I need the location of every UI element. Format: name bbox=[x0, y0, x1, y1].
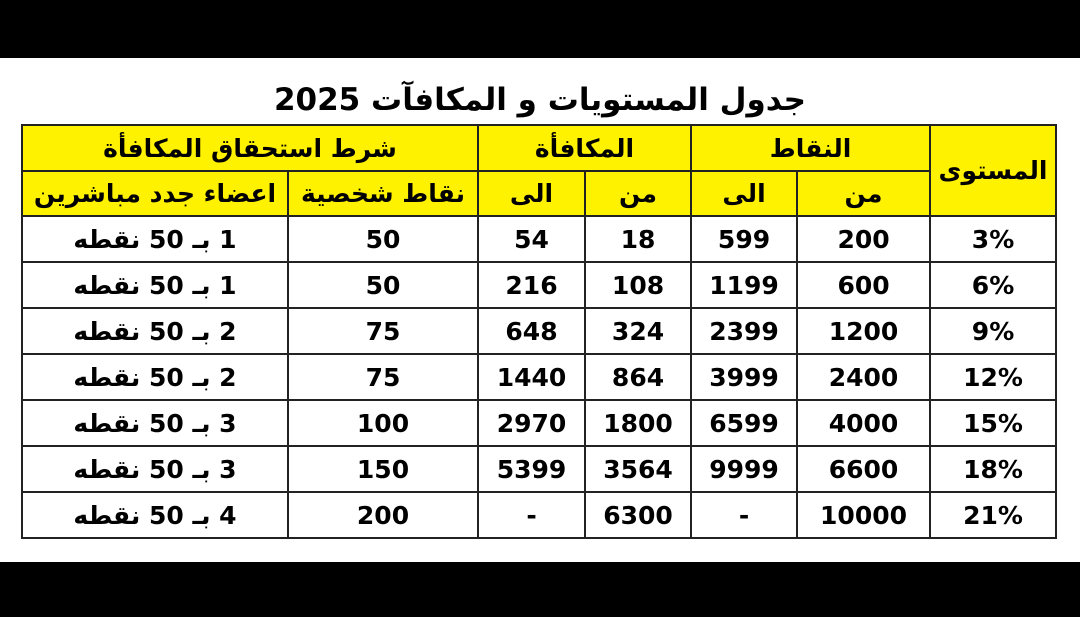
cell-points-from: 1200 bbox=[797, 308, 930, 354]
cell-personal-points: 75 bbox=[288, 308, 478, 354]
cell-reward-to: 216 bbox=[478, 262, 585, 308]
cell-new-members: 4 بـ 50 نقطه bbox=[22, 492, 288, 538]
cell-points-from: 4000 bbox=[797, 400, 930, 446]
cell-personal-points: 200 bbox=[288, 492, 478, 538]
cell-reward-from: 6300 bbox=[585, 492, 691, 538]
cell-level: 15% bbox=[930, 400, 1056, 446]
cell-points-from: 2400 bbox=[797, 354, 930, 400]
cell-points-from: 200 bbox=[797, 216, 930, 262]
cell-reward-from: 864 bbox=[585, 354, 691, 400]
cell-personal-points: 150 bbox=[288, 446, 478, 492]
cell-reward-to: 54 bbox=[478, 216, 585, 262]
cell-new-members: 2 بـ 50 نقطه bbox=[22, 308, 288, 354]
cell-reward-to: 1440 bbox=[478, 354, 585, 400]
cell-level: 21% bbox=[930, 492, 1056, 538]
cell-reward-to: 2970 bbox=[478, 400, 585, 446]
cell-personal-points: 100 bbox=[288, 400, 478, 446]
cell-level: 6% bbox=[930, 262, 1056, 308]
header-row-sub bbox=[22, 171, 1056, 216]
cell-points-from: 600 bbox=[797, 262, 930, 308]
table-row bbox=[22, 262, 1056, 308]
table-row bbox=[22, 492, 1056, 538]
header-reward-from: من bbox=[585, 171, 691, 216]
cell-points-to: 599 bbox=[691, 216, 797, 262]
table-title: جدول المستويات و المكافآت 2025 bbox=[273, 82, 807, 118]
document-sheet bbox=[0, 58, 1080, 562]
cell-reward-from: 324 bbox=[585, 308, 691, 354]
cell-personal-points: 50 bbox=[288, 216, 478, 262]
cell-personal-points: 75 bbox=[288, 354, 478, 400]
table-row bbox=[22, 216, 1056, 262]
cell-reward-from: 18 bbox=[585, 216, 691, 262]
header-personal-points: نقاط شخصية bbox=[288, 171, 478, 216]
table-row bbox=[22, 308, 1056, 354]
cell-reward-to: 648 bbox=[478, 308, 585, 354]
cell-level: 9% bbox=[930, 308, 1056, 354]
cell-new-members: 2 بـ 50 نقطه bbox=[22, 354, 288, 400]
cell-points-from: 6600 bbox=[797, 446, 930, 492]
cell-new-members: 3 بـ 50 نقطه bbox=[22, 446, 288, 492]
cell-personal-points: 50 bbox=[288, 262, 478, 308]
cell-level: 18% bbox=[930, 446, 1056, 492]
header-points-to: الى bbox=[691, 171, 797, 216]
cell-reward-from: 3564 bbox=[585, 446, 691, 492]
cell-reward-from: 108 bbox=[585, 262, 691, 308]
header-new-members: اعضاء جدد مباشرين bbox=[22, 171, 288, 216]
header-points-from: من bbox=[797, 171, 930, 216]
cell-new-members: 1 بـ 50 نقطه bbox=[22, 262, 288, 308]
cell-points-to: 1199 bbox=[691, 262, 797, 308]
header-condition: شرط استحقاق المكافأة bbox=[22, 125, 478, 171]
cell-points-to: 3999 bbox=[691, 354, 797, 400]
cell-level: 12% bbox=[930, 354, 1056, 400]
header-reward: المكافأة bbox=[478, 125, 691, 171]
cell-points-to: - bbox=[691, 492, 797, 538]
table-row bbox=[22, 446, 1056, 492]
cell-new-members: 3 بـ 50 نقطه bbox=[22, 400, 288, 446]
table-row bbox=[22, 354, 1056, 400]
cell-points-to: 6599 bbox=[691, 400, 797, 446]
cell-points-from: 10000 bbox=[797, 492, 930, 538]
header-level: المستوى bbox=[930, 125, 1056, 216]
header-row-groups bbox=[22, 125, 1056, 171]
cell-level: 3% bbox=[930, 216, 1056, 262]
levels-rewards-table bbox=[21, 124, 1057, 539]
cell-reward-to: 5399 bbox=[478, 446, 585, 492]
cell-new-members: 1 بـ 50 نقطه bbox=[22, 216, 288, 262]
cell-reward-from: 1800 bbox=[585, 400, 691, 446]
cell-reward-to: - bbox=[478, 492, 585, 538]
table-row bbox=[22, 400, 1056, 446]
cell-points-to: 9999 bbox=[691, 446, 797, 492]
cell-points-to: 2399 bbox=[691, 308, 797, 354]
header-points: النقاط bbox=[691, 125, 930, 171]
header-reward-to: الى bbox=[478, 171, 585, 216]
